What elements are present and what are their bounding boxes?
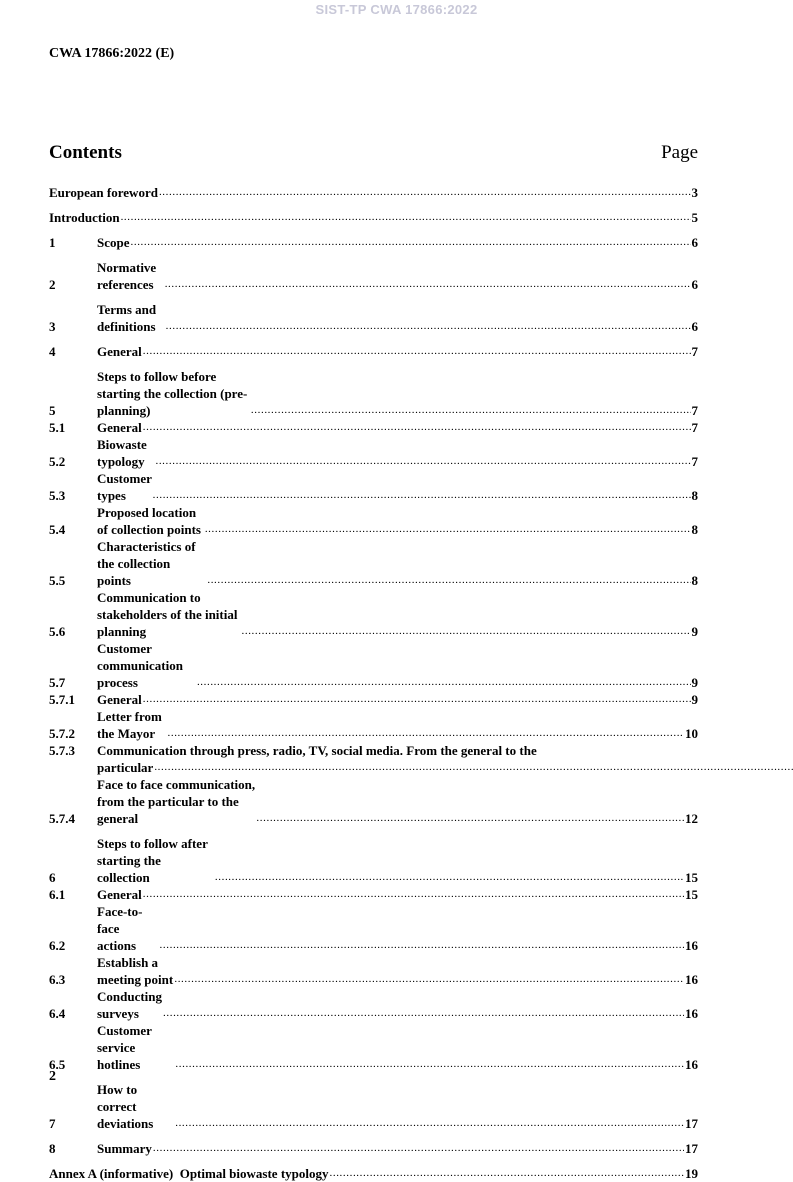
toc-entry-title: Establish a meeting point [97,955,174,987]
dot-leader [153,488,691,502]
toc-entry-number: 5.7 [49,675,66,690]
toc-entry-title: Annex A (informative) Optimal biowaste typology [49,1166,329,1181]
toc-entry-5-7[interactable] [49,640,698,691]
toc-entry-6-2[interactable] [49,903,698,954]
dot-leader [174,972,684,986]
toc-entry-6-5[interactable] [49,1022,698,1073]
toc-entry-page: 19 [685,1166,698,1181]
toc-entry-number: 5.6 [49,624,66,639]
toc-entry-5-2[interactable] [49,436,698,470]
toc-entry-number: 5.5 [49,573,66,588]
toc-entry-page: 16 [685,1057,698,1072]
toc-entry-title: Customer service hotlines [97,1023,152,1072]
dot-leader [175,1057,684,1071]
toc-entry-5[interactable] [49,368,698,419]
toc-entry-1[interactable] [49,234,698,251]
toc-entry-page: 16 [685,972,698,987]
dot-leader [165,277,691,291]
dot-leader [153,1141,684,1155]
toc-entry-5-7-2[interactable] [49,708,698,742]
dot-leader [131,235,691,249]
toc-entry-number: 5.7.1 [49,692,75,707]
dot-leader [121,210,691,224]
toc-entry-title: Conducting surveys [97,989,163,1021]
toc-entry-title: Scope [97,235,130,250]
dot-leader [143,344,691,358]
toc-entry-title: Face to face communication, from the particular to the general [97,777,256,826]
toc-entry-title: General [97,692,142,707]
toc-entry-8[interactable] [49,1140,698,1157]
toc-entry-page: 9 [691,692,698,707]
toc-entry-wrapped-title [97,742,793,776]
toc-entry-number: 6.2 [49,938,66,953]
dot-leader [215,870,684,884]
dot-leader [197,675,691,689]
toc-entry-page: 7 [691,344,698,359]
toc-entry-number: 6.5 [49,1057,66,1072]
toc-entry-number: 6.1 [49,887,66,902]
toc-entry-page: 7 [691,454,698,469]
toc-entry-title: Steps to follow before starting the collection (pre-planning) [97,369,248,418]
toc-entry-6-4[interactable] [49,988,698,1022]
toc-entry-title-line2: particular [97,760,154,775]
dot-leader [207,573,690,587]
toc-entry-introduction[interactable] [49,209,698,226]
toc-entry-title: Proposed location of collection points [97,505,201,537]
toc-entry-page: 9 [691,675,698,690]
toc-entry-6-3[interactable] [49,954,698,988]
toc-entry-number: 8 [49,1141,56,1156]
toc-entry-page: 6 [691,235,698,250]
toc-entry-title-line2-row [97,759,793,776]
toc-entry-5-7-3[interactable] [49,742,698,776]
toc-entry-page: 6 [691,277,698,292]
toc-entry-page: 8 [691,573,698,588]
toc-entry-page: 5 [691,210,698,225]
dot-leader [159,185,691,199]
dot-leader [166,319,691,333]
toc-entry-number: 5 [49,403,56,418]
dot-leader [242,624,691,638]
toc-entry-page: 8 [691,522,698,537]
document-id: CWA 17866:2022 (E) [49,46,175,61]
toc-entry-annex-a[interactable] [49,1165,698,1182]
toc-entry-title: Steps to follow after starting the collection [97,836,208,885]
toc-entry-number: 5.7.4 [49,811,75,826]
page-column-title: Page [661,142,698,163]
toc-entry-5-5[interactable] [49,538,698,589]
toc-entry-page: 7 [691,403,698,418]
toc-entry-5-1[interactable] [49,419,698,436]
dot-leader [163,1006,684,1020]
dot-leader [155,454,690,468]
toc-entry-number: 3 [49,319,56,334]
table-of-contents [49,184,698,1182]
toc-entry-5-6[interactable] [49,589,698,640]
contents-title: Contents [49,142,122,163]
toc-entry-3[interactable] [49,301,698,335]
toc-entry-5-7-1[interactable] [49,691,698,708]
toc-entry-5-7-4[interactable] [49,776,698,827]
toc-entry-title: General [97,420,142,435]
toc-entry-page: 6 [691,319,698,334]
toc-entry-6[interactable] [49,835,698,886]
dot-leader [205,522,691,536]
toc-entry-page: 12 [685,811,698,826]
toc-entry-2[interactable] [49,259,698,293]
toc-entry-foreword[interactable] [49,184,698,201]
toc-entry-title: European foreword [49,185,158,200]
watermark: SIST-TP CWA 17866:2022 [315,2,478,17]
toc-entry-title: Terms and definitions [97,302,157,334]
toc-entry-number: 6.3 [49,972,66,987]
toc-entry-title: Summary [97,1141,152,1156]
toc-entry-number: 5.7.2 [49,726,75,741]
toc-entry-page: 15 [685,887,698,902]
dot-leader [175,1116,684,1130]
toc-entry-number: 6.4 [49,1006,66,1021]
dot-leader [160,938,684,952]
dot-leader [143,420,691,434]
toc-entry-page: 8 [691,488,698,503]
toc-entry-page: 10 [685,726,698,741]
toc-entry-5-4[interactable] [49,504,698,538]
dot-leader [143,692,691,706]
toc-entry-title: Customer types [97,471,152,503]
toc-entry-7[interactable] [49,1081,698,1132]
toc-entry-page: 7 [691,420,698,435]
dot-leader [154,760,793,774]
toc-entry-number: 2 [49,277,56,292]
toc-entry-title: How to correct deviations [97,1082,154,1131]
toc-entry-title-line1: Communication through press, radio, TV, social media. From the general to the [97,743,537,758]
toc-entry-number: 5.2 [49,454,66,469]
toc-entry-title: Face-to-face actions [97,904,143,953]
toc-entry-title: General [97,887,142,902]
dot-leader [168,726,685,740]
toc-entry-number: 5.7.3 [49,743,75,758]
dot-leader [251,403,691,417]
toc-entry-page: 9 [691,624,698,639]
toc-entry-number: 1 [49,235,56,250]
toc-entry-4[interactable] [49,343,698,360]
dot-leader [330,1166,685,1180]
toc-entry-page: 16 [685,1006,698,1021]
dot-leader [256,811,684,825]
footer-page-number: 2 [49,1069,56,1084]
toc-entry-number: 7 [49,1116,56,1131]
toc-entry-page: 3 [691,185,698,200]
toc-entry-page: 15 [685,870,698,885]
toc-entry-title: General [97,344,142,359]
toc-entry-title: Communication to stakeholders of the initial planning [97,590,238,639]
toc-entry-number: 4 [49,344,56,359]
toc-entry-title: Customer communication process [97,641,183,690]
toc-entry-number: 6 [49,870,56,885]
toc-entry-page: 17 [685,1116,698,1131]
dot-leader [143,887,684,901]
toc-entry-5-3[interactable] [49,470,698,504]
toc-entry-number: 5.4 [49,522,66,537]
toc-entry-title: Introduction [49,210,120,225]
toc-entry-6-1[interactable] [49,886,698,903]
toc-entry-title: Letter from the Mayor [97,709,162,741]
toc-entry-title: Biowaste typology [97,437,147,469]
toc-entry-title: Characteristics of the collection points [97,539,196,588]
toc-entry-title: Normative references [97,260,157,292]
toc-entry-number: 5.1 [49,420,66,435]
toc-entry-page: 17 [685,1141,698,1156]
toc-entry-page: 16 [685,938,698,953]
toc-entry-number: 5.3 [49,488,66,503]
